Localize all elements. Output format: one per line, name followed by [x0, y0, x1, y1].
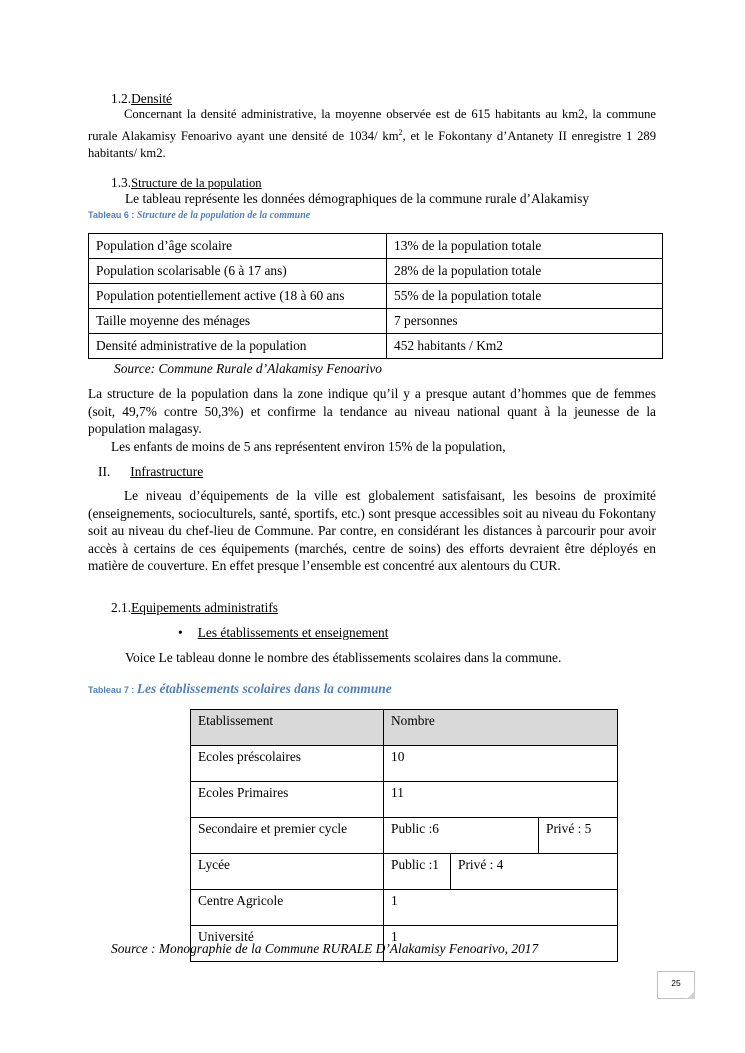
density-text-a: Concernant la densité administrative, la moyenne observée est de 615 habitants au km2, la commune rurale Alakamisy Fenoarivo ayant une densité de 1034/ km — [88, 107, 656, 143]
section-title: Densité — [131, 91, 172, 106]
density-paragraph — [88, 106, 656, 163]
table6-caption — [88, 207, 310, 223]
table-cell: Centre Agricole — [191, 890, 384, 926]
table-cell: 1 — [384, 890, 618, 926]
table-cell: Population potentiellement active (18 à 60 ans — [89, 284, 387, 309]
caption-label: Tableau 6 : — [88, 210, 137, 220]
page-number-box — [657, 971, 695, 999]
caption-label: Tableau 7 : — [88, 685, 137, 695]
table-cell: Ecoles Primaires — [191, 782, 384, 818]
structure-intro: Le tableau représente les données démographiques de la commune rurale d’Alakamisy — [125, 191, 590, 206]
population-table — [88, 233, 663, 359]
table-cell: 55% de la population totale — [387, 284, 663, 309]
table-cell: Privé : 4 — [451, 854, 618, 890]
section-number: 2.1. — [111, 600, 132, 615]
table-cell: Densité administrative de la population — [89, 334, 387, 359]
header-cell: Etablissement — [191, 710, 384, 746]
table-cell: 13% de la population totale — [387, 234, 663, 259]
schools-table — [190, 709, 618, 962]
table7-source: Source : Monographie de la Commune RURALE D’Alakamisy Fenoarivo, 2017 — [111, 941, 539, 956]
table-row — [89, 284, 663, 309]
population-paragraph: La structure de la population dans la zone indique qu’il y a presque autant d’hommes que de femmes (soit, 49,7% contre 50,3%) et confirme la tendance au niveau national quant à la jeunesse de la population malagasy. — [88, 386, 656, 436]
table-row — [191, 890, 618, 926]
bullet-item — [178, 624, 388, 642]
table-row — [191, 782, 618, 818]
section-1-2-heading — [111, 90, 172, 108]
section-2-1-heading — [111, 599, 278, 617]
table-row — [191, 746, 618, 782]
table-cell: Taille moyenne des ménages — [89, 309, 387, 334]
table-cell: 7 personnes — [387, 309, 663, 334]
table-header-row — [191, 710, 618, 746]
table-cell: Public :1 — [384, 854, 451, 890]
section-title: Infrastructure — [130, 464, 204, 479]
caption-title: Structure de la population de la commune — [136, 210, 311, 221]
table-cell: 10 — [384, 746, 618, 782]
page-fold-icon — [687, 991, 695, 999]
table-cell: 28% de la population totale — [387, 259, 663, 284]
table-row — [89, 259, 663, 284]
table-cell: 452 habitants / Km2 — [387, 334, 663, 359]
table-cell: Privé : 5 — [539, 818, 618, 854]
table6-source: Source: Commune Rurale d’Alakamisy Fenoarivo — [114, 361, 382, 376]
table-cell: Université — [191, 926, 384, 962]
density-sup: 2 — [398, 127, 403, 137]
table-cell: Secondaire et premier cycle — [191, 818, 384, 854]
header-cell: Nombre — [384, 710, 618, 746]
infrastructure-paragraph: Le niveau d’équipements de la ville est globalement satisfaisant, les besoins de proximité (enseignements, socioculturels, santé, sportifs, etc.) sont presque accessibles soit au niveau du Fokontany soit au niveau du chef-lieu de Commune. Par contre, en considérant les distances à parcourir pour avoir accès à certains de ces équipements (marchés, centre de soins) des efforts devraient être déployés en matière de couverture. En effet presque l’ensemble est concentré aux alentours du CUR. — [88, 488, 656, 573]
table-cell: 11 — [384, 782, 618, 818]
table-cell: Public :6 — [384, 818, 539, 854]
table-row — [89, 334, 663, 359]
voice-paragraph: Voice Le tableau donne le nombre des établissements scolaires dans la commune. — [125, 650, 562, 665]
caption-title: Les établissements scolaires dans la commune — [136, 681, 392, 696]
section-title: Equipements administratifs — [131, 600, 278, 615]
table7-caption — [88, 680, 392, 699]
table-row — [191, 854, 618, 890]
section-title: Structure de la population — [131, 176, 262, 190]
table-cell: Ecoles préscolaires — [191, 746, 384, 782]
table-cell: Lycée — [191, 854, 384, 890]
table-row — [191, 818, 618, 854]
children-paragraph: Les enfants de moins de 5 ans représentent environ 15% de la population, — [111, 439, 506, 454]
section-number: 1.2. — [111, 91, 132, 106]
section-number: II. — [98, 464, 111, 479]
table-cell: Population scolarisable (6 à 17 ans) — [89, 259, 387, 284]
table-cell: 1 — [384, 926, 618, 962]
bullet-icon: • — [178, 625, 183, 640]
density-text-b: , et le Fokontany d’Antanety II enregistre 1 289 habitants/ km2. — [88, 128, 657, 161]
page-number: 25 — [671, 978, 681, 988]
bullet-text: Les établissements et enseignement — [197, 625, 389, 640]
table-cell: Population d’âge scolaire — [89, 234, 387, 259]
section-2-heading — [98, 463, 203, 481]
table-row — [89, 234, 663, 259]
section-number: 1.3. — [111, 175, 132, 190]
table-row — [89, 309, 663, 334]
